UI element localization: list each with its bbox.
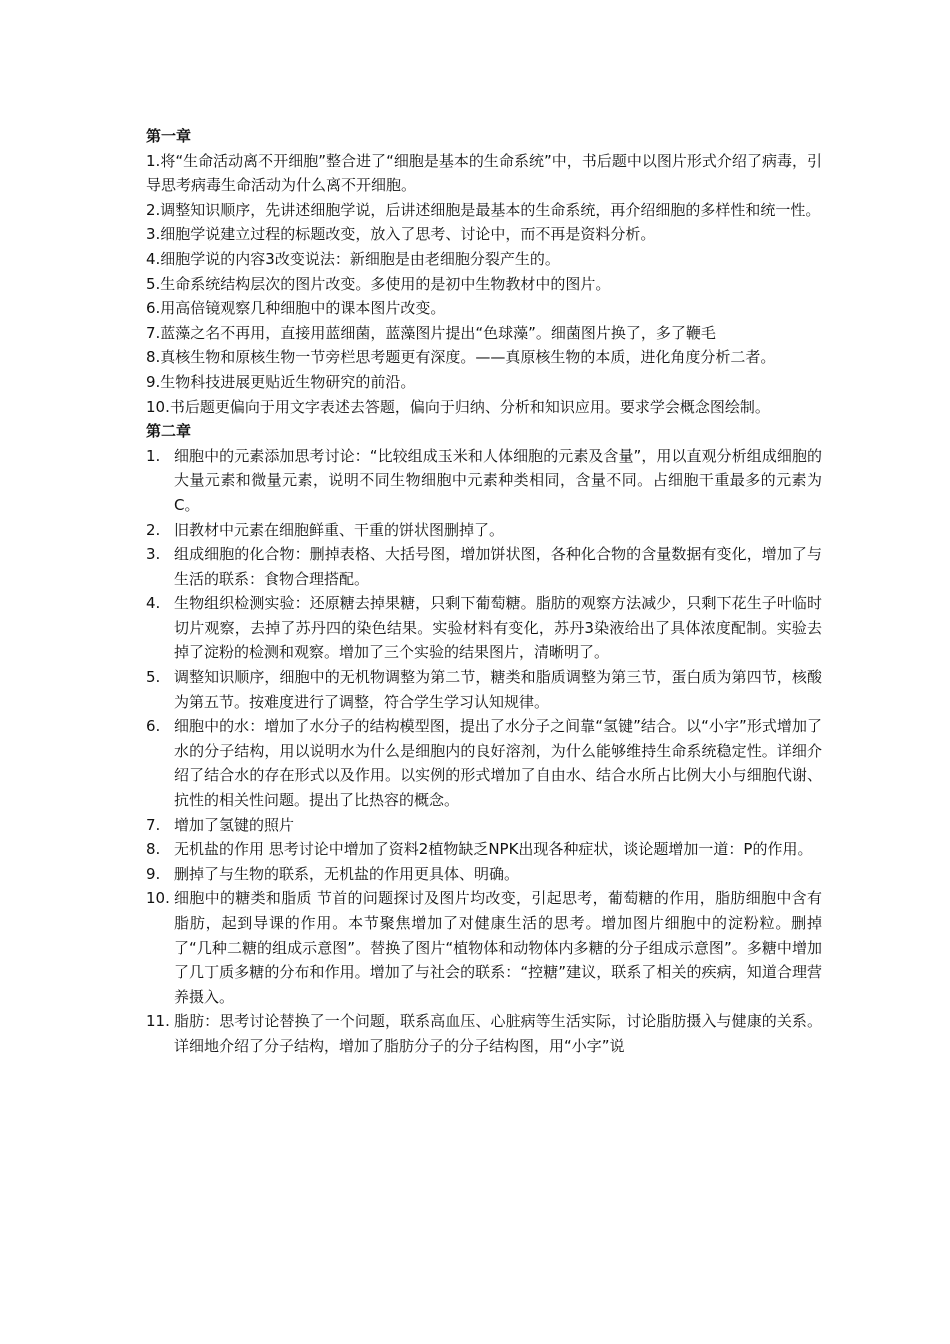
list-item bbox=[146, 444, 822, 518]
list-number: 11. bbox=[146, 1012, 170, 1031]
list-number: 10. bbox=[146, 889, 170, 908]
list-item bbox=[146, 714, 822, 812]
list-text: 增加了氢键的照片 bbox=[174, 815, 295, 834]
list-text: 旧教材中元素在细胞鲜重、干重的饼状图删掉了。 bbox=[174, 520, 505, 539]
chapter1-item: 6.用高倍镜观察几种细胞中的课本图片改变。 bbox=[146, 299, 446, 318]
list-number: 5. bbox=[146, 668, 161, 687]
list-item bbox=[146, 542, 822, 591]
chapter2-list bbox=[146, 444, 822, 1059]
chapter1-heading: 第一章 bbox=[146, 127, 192, 145]
chapter1-item: 2.调整知识顺序，先讲述细胞学说，后讲述细胞是最基本的生命系统，再介绍细胞的多样性和统一性。 bbox=[146, 200, 821, 219]
chapter1-item: 3.细胞学说建立过程的标题改变，放入了思考、讨论中，而不再是资料分析。 bbox=[146, 225, 656, 244]
list-text: 细胞中的糖类和脂质 节首的问题探讨及图片均改变，引起思考，葡萄糖的作用，脂肪细胞中含有脂肪，起到导课的作用。本节聚焦增加了对健康生活的思考。增加图片细胞中的淀粉粒。删掉了“几种二糖的组成示意图”。替换了图片“植物体和动物体内多糖的分子组成示意图”。多糖中增加了几丁质多糖的分布和作用。增加了与社会的联系：“控糖”建议，联系了相关的疾病，知道合理营养摄入。 bbox=[174, 889, 822, 1006]
list-number: 9. bbox=[146, 864, 161, 883]
list-number: 8. bbox=[146, 840, 161, 859]
list-text: 组成细胞的化合物：删掉表格、大括号图，增加饼状图，各种化合物的含量数据有变化，增加了与生活的联系：食物合理搭配。 bbox=[174, 545, 822, 588]
list-text: 细胞中的水：增加了水分子的结构模型图，提出了水分子之间靠“氢键”结合。以“小字”形式增加了水的分子结构，用以说明水为什么是细胞内的良好溶剂，为什么能够维持生命系统稳定性。详细介绍了结合水的存在形式以及作用。以实例的形式增加了自由水、结合水所占比例大小与细胞代谢、抗性的相关性问题。提出了比热容的概念。 bbox=[174, 717, 822, 810]
chapter1-items bbox=[146, 149, 822, 420]
list-item bbox=[146, 813, 822, 838]
list-item bbox=[146, 862, 822, 887]
list-item bbox=[146, 518, 822, 543]
list-text: 生物组织检测实验：还原糖去掉果糖，只剩下葡萄糖。脂肪的观察方法减少，只剩下花生子叶临时切片观察，去掉了苏丹四的染色结果。实验材料有变化，苏丹3染液给出了具体浓度配制。实验去掉了淀粉的检测和观察。增加了三个实验的结果图片，清晰明了。 bbox=[174, 594, 822, 662]
list-item bbox=[146, 1009, 822, 1058]
chapter1-item: 1.将“生命活动离不开细胞”整合进了“细胞是基本的生命系统”中，书后题中以图片形式介绍了病毒，引导思考病毒生命活动为什么离不开细胞。 bbox=[146, 151, 822, 195]
list-item bbox=[146, 591, 822, 665]
list-number: 4. bbox=[146, 594, 161, 613]
list-number: 2. bbox=[146, 520, 161, 539]
list-number: 7. bbox=[146, 815, 161, 834]
list-text: 细胞中的元素添加思考讨论：“比较组成玉米和人体细胞的元素及含量”，用以直观分析组成细胞的大量元素和微量元素，说明不同生物细胞中元素种类相同，含量不同。占细胞干重最多的元素为C。 bbox=[174, 446, 822, 514]
chapter1-item: 7.蓝藻之名不再用，直接用蓝细菌，蓝藻图片提出“色球藻”。细菌图片换了，多了鞭毛 bbox=[146, 323, 716, 342]
list-text: 脂肪：思考讨论替换了一个问题，联系高血压、心脏病等生活实际，讨论脂肪摄入与健康的关系。详细地介绍了分子结构，增加了脂肪分子的分子结构图，用“小字”说 bbox=[174, 1012, 822, 1055]
list-item bbox=[146, 886, 822, 1009]
document-page bbox=[146, 124, 822, 1059]
list-number: 3. bbox=[146, 545, 161, 564]
chapter1-item: 8.真核生物和原核生物一节旁栏思考题更有深度。——真原核生物的本质，进化角度分析二者。 bbox=[146, 348, 776, 367]
list-text: 无机盐的作用 思考讨论中增加了资料2植物缺乏NPK出现各种症状，谈论题增加一道：P的作用。 bbox=[174, 840, 813, 859]
chapter1-item: 4.细胞学说的内容3改变说法：新细胞是由老细胞分裂产生的。 bbox=[146, 249, 560, 268]
list-item bbox=[146, 837, 822, 862]
list-number: 6. bbox=[146, 717, 161, 736]
chapter1-item: 10.书后题更偏向于用文字表述去答题，偏向于归纳、分析和知识应用。要求学会概念图绘制。 bbox=[146, 397, 770, 416]
list-number: 1. bbox=[146, 446, 161, 465]
list-text: 删掉了与生物的联系，无机盐的作用更具体、明确。 bbox=[174, 864, 520, 883]
chapter1-item: 9.生物科技进展更贴近生物研究的前沿。 bbox=[146, 372, 416, 391]
list-text: 调整知识顺序，细胞中的无机物调整为第二节，糖类和脂质调整为第三节，蛋白质为第四节，核酸为第五节。按难度进行了调整，符合学生学习认知规律。 bbox=[174, 668, 822, 711]
chapter1-item: 5.生命系统结构层次的图片改变。多使用的是初中生物教材中的图片。 bbox=[146, 274, 611, 293]
list-item bbox=[146, 665, 822, 714]
chapter2-heading: 第二章 bbox=[146, 422, 192, 441]
